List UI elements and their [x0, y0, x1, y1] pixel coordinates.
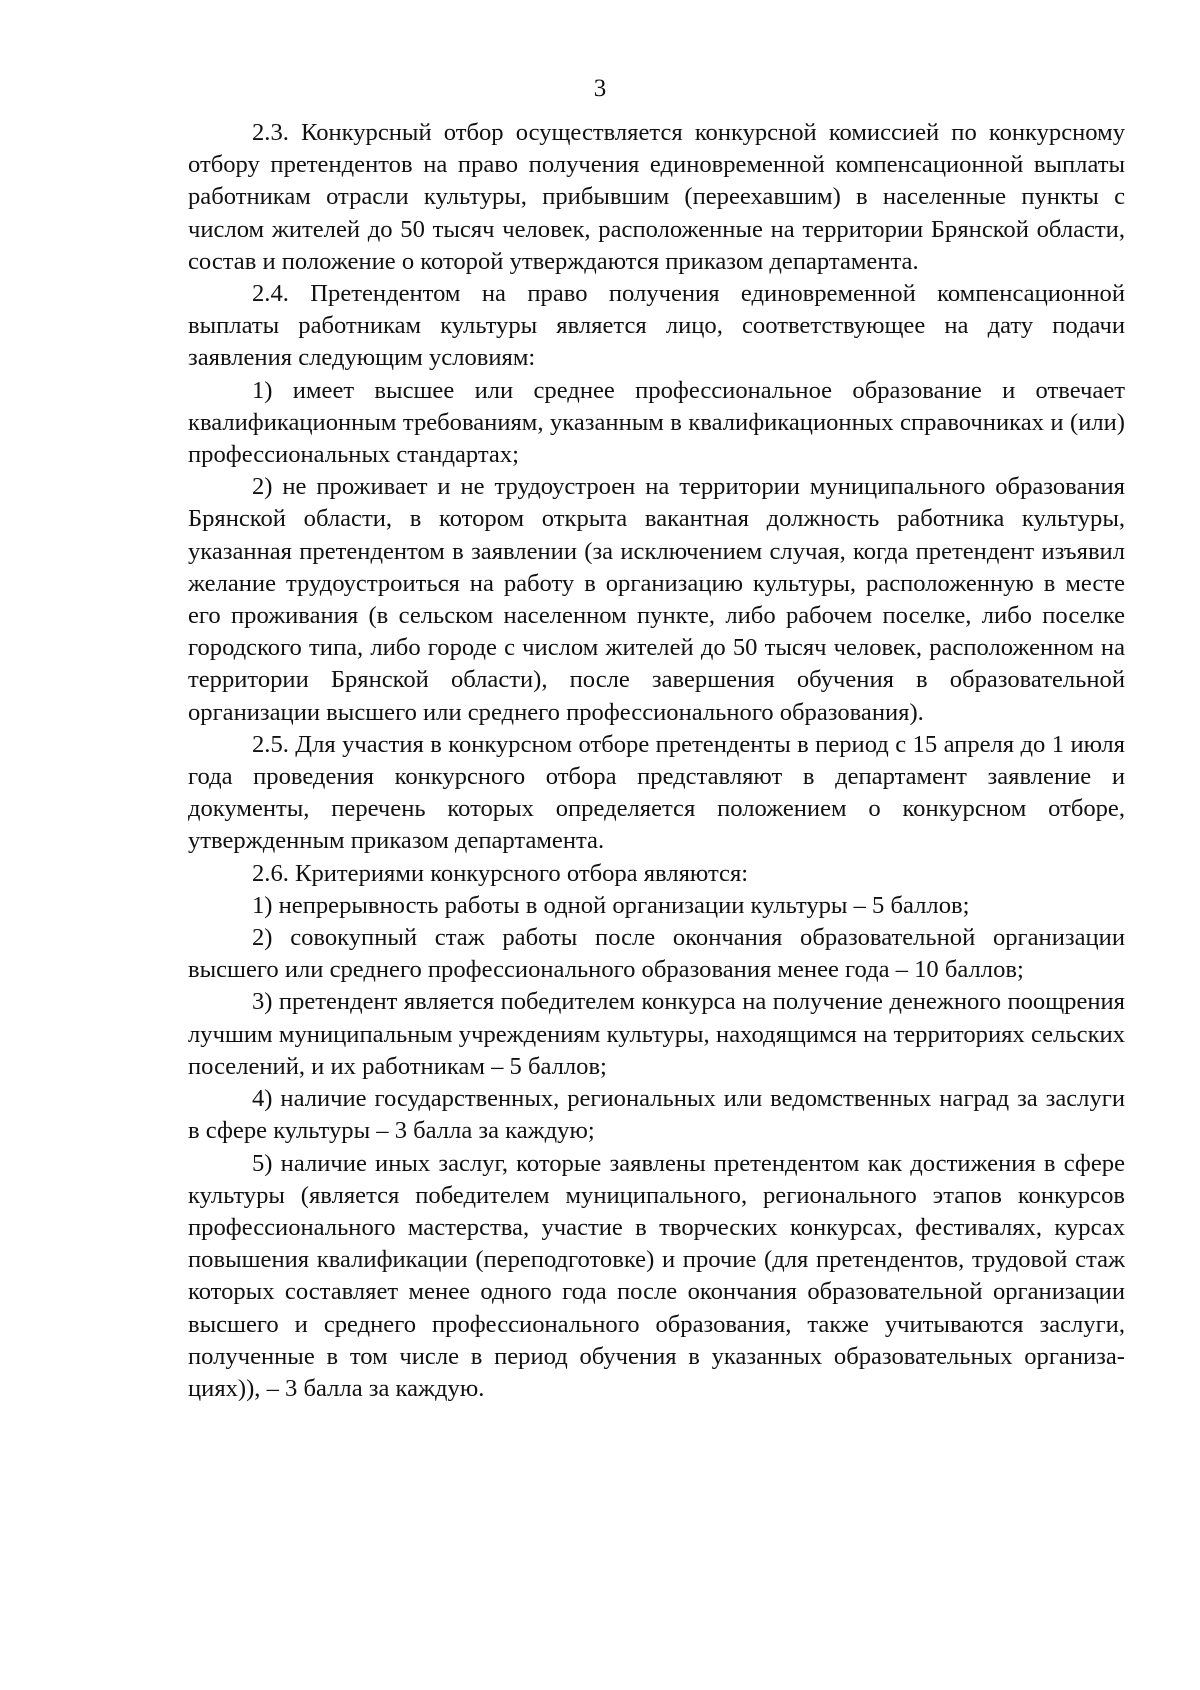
paragraph-2-5: 2.5. Для участия в конкурсном отборе претенденты в период с 15 апреля до 1 июля года проведения конкурсного отбора представляют в департамент заявление и документы, перечень которых определяется положением о конкурсном отборе, утвержденным приказом департамента. [188, 730, 1125, 855]
document-body [188, 117, 1125, 1405]
paragraph-2-6-item-4: 4) наличие государственных, региональных или ведомственных наград за заслуги в сфере культуры – 3 балла за каждую; [188, 1085, 1125, 1145]
paragraph-2-6-item-2: 2) совокупный стаж работы после окончания образовательной организации высшего или среднего профессионального образования менее года – 10 баллов; [188, 924, 1125, 984]
paragraph-2-6-item-1: 1) непрерывность работы в одной организации культуры – 5 баллов; [252, 891, 970, 919]
paragraph-2-4-item-2: 2) не проживает и не трудоустроен на территории муниципального образования Брянской области, в котором открыта вакантная должность работника культуры, указанная претендентом в заявлении (за исключением случая, когда претендент изъявил желание трудоустроиться на работу в организацию культуры, расположенную в месте его проживания (в сельском населенном пункте, либо рабочем поселке, либо поселке городского типа, либо городе с числом жителей до 50 тысяч человек, расположенном на территории Брянской области), после завершения обучения в образовательной организации высшего или среднего профессионального образования). [188, 473, 1125, 726]
paragraph-2-6-item-3: 3) претендент является победителем конкурса на получение денежного поощрения лучшим муниципальным учреждениям культуры, находящимся на территориях сельских поселений, и их работникам – 5 баллов; [188, 988, 1125, 1080]
paragraph-2-6: 2.6. Критериями конкурсного отбора являются: [252, 859, 749, 887]
page-number: 3 [593, 75, 607, 102]
paragraph-2-4: 2.4. Претендентом на право получения единовременной компенсационной выплаты работникам культуры является лицо, соответствующее на дату подачи заявления следующим условиям: [188, 280, 1125, 372]
paragraph-2-6-item-5: 5) наличие иных заслуг, которые заявлены претендентом как достижения в сфере культуры (является победителем муниципального, регионального этапов конкурсов профессионального мастерства, участие в творческих конкурсах, фестивалях, курсах повышения квалификации (переподготовке) и прочие (для претендентов, трудовой стаж которых составляет менее одного года после окончания образовательной организации высшего и среднего профессионального образования, также учитываются заслуги, полученные в том числе в период обучения в указанных образовательных организациях)), – 3 балла за каждую. [188, 1149, 1125, 1402]
paragraph-2-4-item-1: 1) имеет высшее или среднее профессиональное образование и отвечает квалификационным требованиям, указанным в квалификационных справочниках и (или) профессиональных стандартах; [188, 376, 1125, 469]
paragraph-2-3: 2.3. Конкурсный отбор осуществляется конкурсной комиссией по конкурсному отбору претендентов на право получения единовременной компенсационной выплаты работникам отрасли культуры, прибывшим (переехавшим) в населенные пункты с числом жителей до 50 тысяч человек, расположенные на территории Брянской области, состав и положение о которой утверждаются приказом департамента. [188, 119, 1125, 275]
